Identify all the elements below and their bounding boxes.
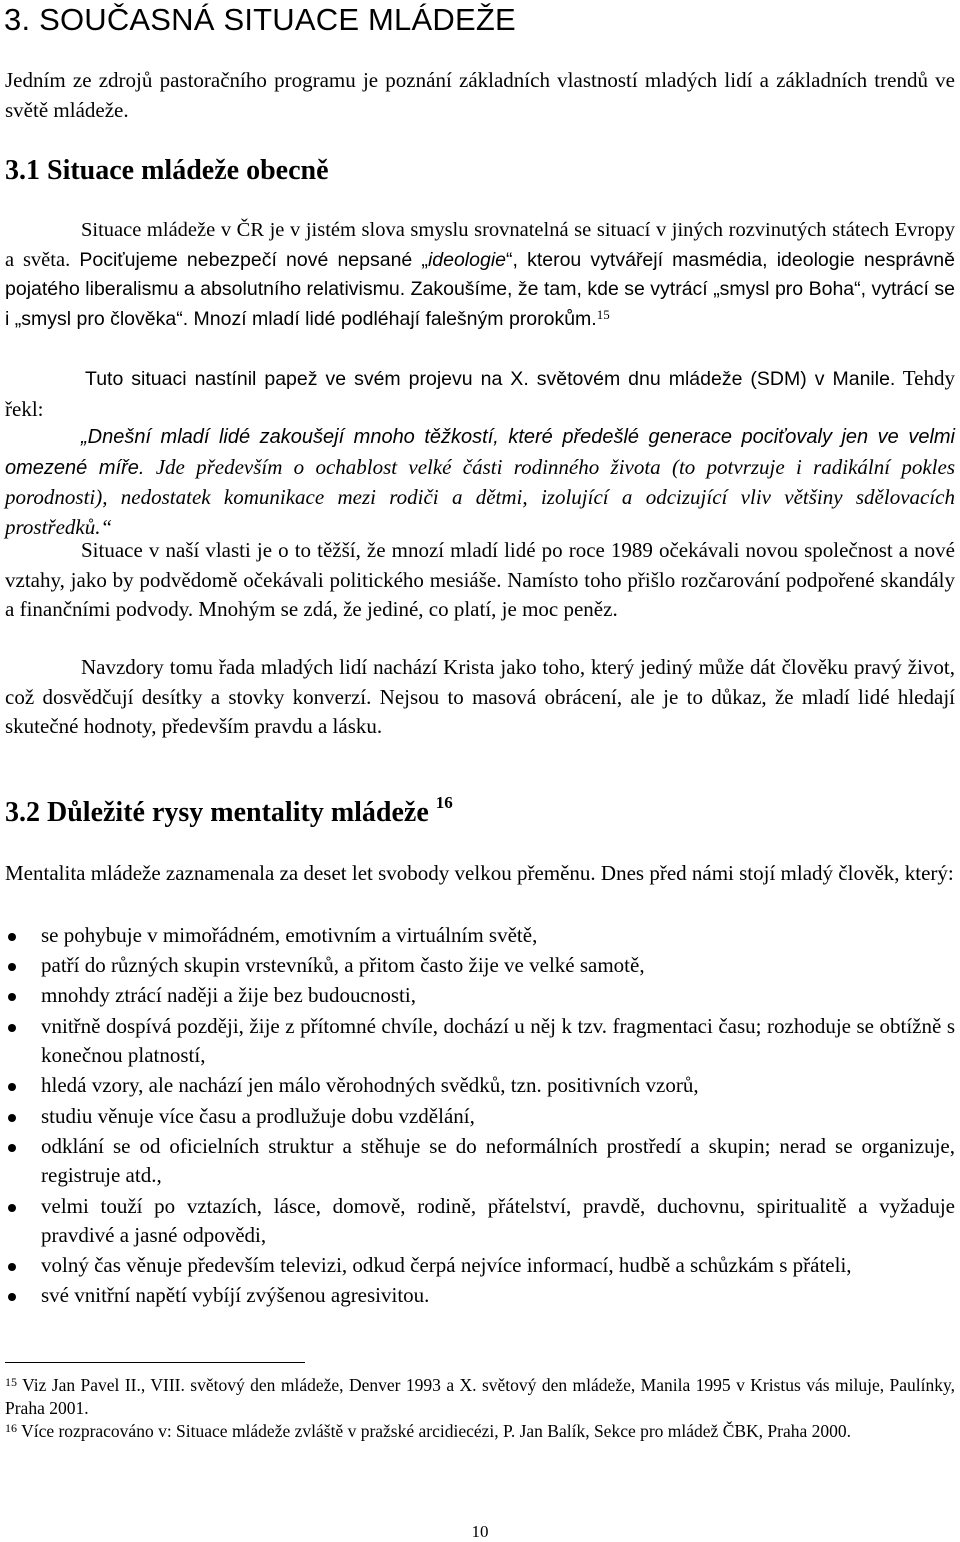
quote-text-serif: Jde především o ochablost velké části rodinného života (to potvrzuje i radikální pokles porodnosti), nedostatek komunikace mezi rodiči a dětmi, izolující a odcizující vliv většiny sdělovacích prostředků.“ [5,454,955,539]
footnote-15 [5,1374,955,1420]
footnote-number: 16 [5,1421,17,1435]
list-item-text: hledá vzory, ale nachází jen málo věrohodných svědků, tzn. positivních vzorů, [41,1073,699,1098]
list-item-text: velmi touží po vztazích, lásce, domově, rodině, přátelství, pravdě, duchovnu, spiritualitě a vyžaduje pravdivé a jasné odpovědi, [41,1193,955,1248]
footnote-divider [5,1362,305,1363]
list-item [0,1102,955,1132]
bullet-icon [8,1083,16,1091]
bullet-icon [8,1263,16,1271]
bullet-icon [8,1144,16,1152]
chapter-title: 3. SOUČASNÁ SITUACE MLÁDEŽE [4,2,516,37]
bullet-icon [8,1024,16,1032]
list-item-text: vnitřně dospívá později, žije z přítomné chvíle, dochází u něj k tzv. fragmentaci času; rozhoduje se obtížně s konečnou platností, [41,1013,955,1068]
section-3-2-intro: Mentalita mládeže zaznamenala za deset let svobody velkou přeměnu. Dnes před námi stojí mladý člověk, který: [5,861,954,885]
p2-text-serif: Tehdy řekl: [5,366,955,421]
section-3-1-paragraph-1 [5,216,955,334]
section-3-1-paragraph-2 [5,364,955,424]
list-item [0,1132,955,1191]
list-item-text: odklání se od oficielních struktur a stěhuje se do neformálních prostředí a skupin; nerad se organizuje, registruje atd., [41,1133,955,1188]
p1-ideology-term: ideologie [427,248,507,271]
footnote-ref-16[interactable]: 16 [435,793,453,812]
list-item [0,951,955,981]
section-heading-3-1: 3.1 Situace mládeže obecně [5,155,329,186]
p4-text: Navzdory tomu řada mladých lidí nachází Krista jako toho, který jediný může dát člověku pravý život, což dosvědčují desítky a stovky konverzí. Nejsou to masová obrácení, ale je to důkaz, že mladí lidé hledají skutečné hodnoty, především pravdu a lásku. [5,655,955,738]
bullet-icon [8,963,16,971]
list-item [0,1192,955,1251]
p3-text: Situace v naší vlasti je o to těžší, že mnozí mladí lidé po roce 1989 očekávali novou společnost a nové vztahy, jako by podvědomě očekávali politického mesiáše. Namísto toho přišlo rozčarování podpořené skandály a finančními podvody. Mnohým se zdá, že jediné, co platí, je moc peněz. [5,538,955,621]
pope-quote [5,422,955,542]
section-3-1-paragraph-3 [5,536,955,625]
bullet-icon [8,1204,16,1212]
footnote-ref-15[interactable]: 15 [596,306,610,322]
footnote-text: Viz Jan Pavel II., VIII. světový den mládeže, Denver 1993 a X. světový den mládeže, Manila 1995 v Kristus vás miluje, Paulínky, Praha 2001. [5,1375,955,1418]
p1-text-sans-b: “, kterou vytvářejí masmédia, ideologie nesprávně pojatého liberalismu a absolutního relativismu. Zakoušíme, že tam, kde se vytrácí „smysl pro Boha“, vytrácí se i „smysl pro člověka“. Mnozí mladí lidé podléhají falešným prorokům. [5,248,955,330]
quote-text-sans: „Dnešní mladí lidé zakoušejí mnoho těžkostí, které předešlé generace pociťovaly jen ve velmi omezené míře. [5,426,955,479]
list-item [0,1251,955,1281]
list-item-text: studiu věnuje více času a prodlužuje dobu vzdělání, [41,1103,475,1128]
bullet-icon [8,1114,16,1122]
p1-text-serif: Situace mládeže v ČR je v jistém slova smyslu srovnatelná se situací v jiných rozvinutých státech Evropy a světa. [5,219,955,271]
section-3-2-title-text: 3.2 Důležité rysy mentality mládeže [5,797,429,828]
list-item-text: mnohdy ztrácí naději a žije bez budoucnosti, [41,983,416,1008]
mentality-bullet-list [0,921,955,1312]
footnote-number: 15 [5,1375,17,1389]
list-item-text: své vnitřní napětí vybíjí zvýšenou agresivitou. [41,1283,430,1308]
list-item [0,1281,955,1311]
list-item-text: se pohybuje v mimořádném, emotivním a virtuálním světě, [41,923,538,947]
bullet-icon [8,1293,16,1301]
bullet-icon [8,993,16,1001]
intro-paragraph: Jedním ze zdrojů pastoračního programu je poznání základních vlastností mladých lidí a základních trendů ve světě mládeže. [5,68,955,122]
list-item-text: volný čas věnuje především televizi, odkud čerpá nejvíce informací, hudbě a schůzkám s přáteli, [41,1253,852,1278]
list-item [0,921,955,951]
footnote-text: Více rozpracováno v: Situace mládeže zvláště v pražské arcidiecézi, P. Jan Balík, Sekce pro mládež ČBK, Praha 2000. [21,1421,852,1441]
page-number: 10 [471,1522,489,1541]
section-heading-3-2 [5,793,453,829]
section-3-1-paragraph-4 [5,653,955,742]
list-item [0,1012,955,1071]
list-item-text: patří do různých skupin vrstevníků, a přitom často žije ve velké samotě, [41,953,645,978]
list-item [0,1071,955,1101]
list-item [0,981,955,1011]
footnote-16 [5,1420,955,1443]
bullet-icon [8,933,16,941]
p2-text-sans: Tuto situaci nastínil papež ve svém projevu na X. světovém dnu mládeže (SDM) v Manile. [85,368,896,390]
p1-text-sans-a: Pociťujeme nebezpečí nové nepsané „ [70,248,428,271]
